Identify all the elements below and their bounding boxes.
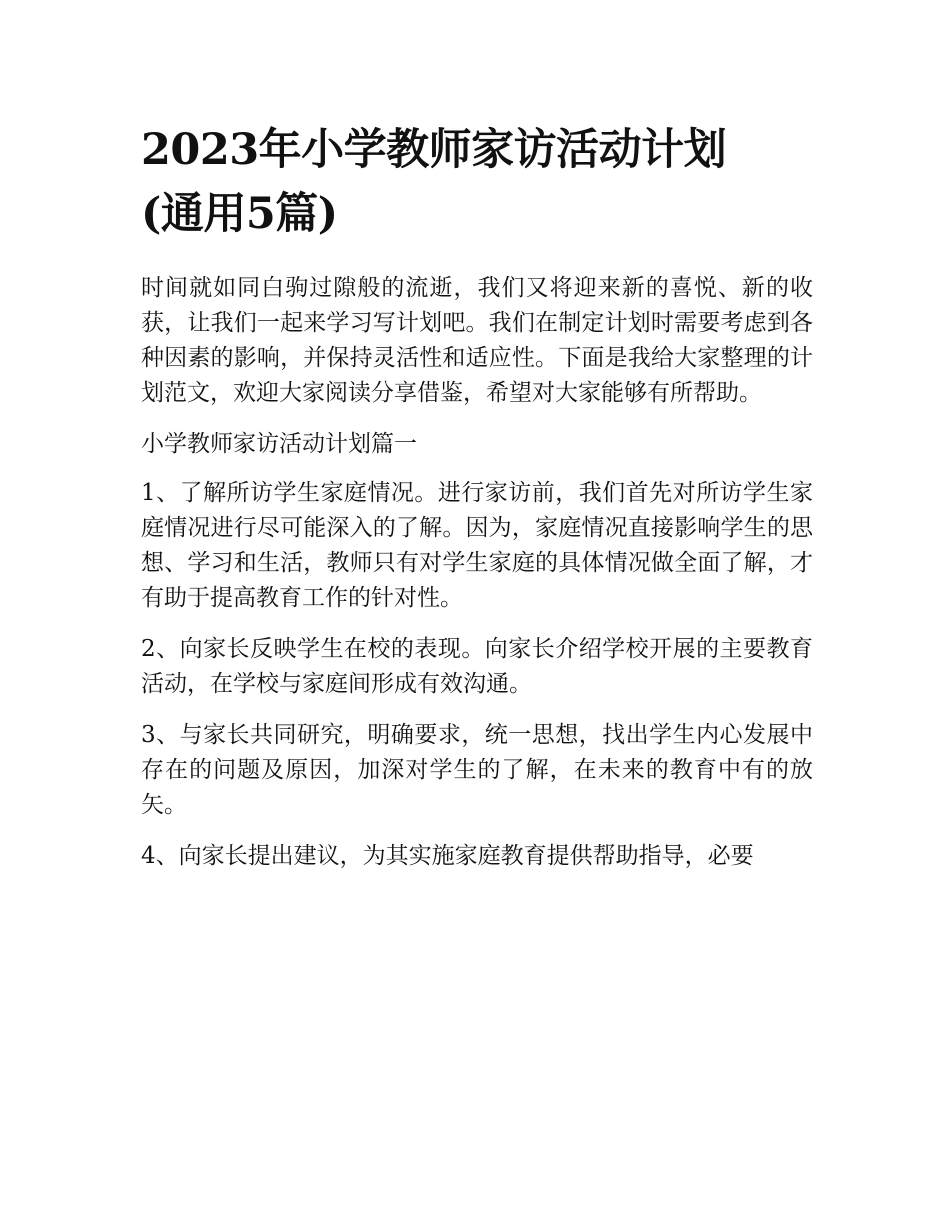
intro-paragraph: 时间就如同白驹过隙般的流逝，我们又将迎来新的喜悦、新的收获，让我们一起来学习写计划吧。我们在制定计划时需要考虑到各种因素的影响，并保持灵活性和适应性。下面是我给大家整理的计划范文，欢迎大家阅读分享借鉴，希望对大家能够有所帮助。 [141,275,813,406]
title-line-1: 2023年小学教师家访活动计划 [141,125,727,175]
list-item-2: 2、向家长反映学生在校的表现。向家长介绍学校开展的主要教育活动，在学校与家庭间形成有效沟通。 [141,636,813,697]
document-title [141,118,813,246]
list-item-4: 4、向家长提出建议，为其实施家庭教育提供帮助指导，必要 [141,843,754,869]
document-content [141,118,813,890]
section-heading: 小学教师家访活动计划篇一 [141,431,417,457]
document-body [141,271,813,874]
list-item-3: 3、与家长共同研究，明确要求，统一思想，找出学生内心发展中存在的问题及原因，加深对学生的了解，在未来的教育中有的放矢。 [141,722,813,818]
list-item-1: 1、了解所访学生家庭情况。进行家访前，我们首先对所访学生家庭情况进行尽可能深入的了解。因为，家庭情况直接影响学生的思想、学习和生活，教师只有对学生家庭的具体情况做全面了解，才有助于提高教育工作的针对性。 [141,480,813,611]
title-line-2: (通用5篇) [141,189,338,239]
